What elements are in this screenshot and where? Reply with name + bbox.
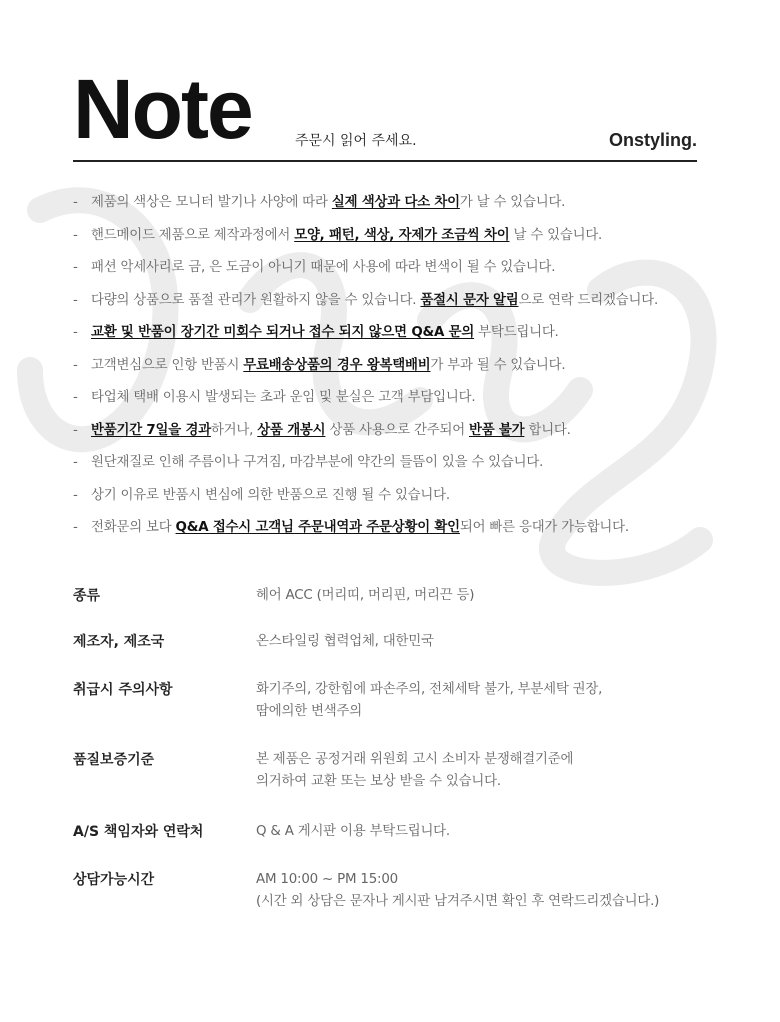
info-value-line: 헤어 ACC (머리띠, 머리핀, 머리끈 등) bbox=[256, 588, 475, 603]
notice-text: 원단재질로 인해 주름이나 구겨짐, 마감부분에 약간의 들뜸이 있을 수 있습니다. bbox=[91, 455, 544, 470]
info-value bbox=[256, 585, 474, 607]
note-subtitle: 주문시 읽어 주세요. bbox=[295, 133, 417, 149]
notice-text: 타업체 택배 이용시 발생되는 초과 운임 및 분실은 고객 부담입니다. bbox=[91, 390, 476, 405]
notice-item bbox=[73, 290, 713, 323]
info-value-line: 화기주의, 강한힘에 파손주의, 전체세탁 불가, 부분세탁 권장, bbox=[256, 682, 603, 697]
info-value bbox=[256, 631, 434, 653]
notice-text: 부탁드립니다. bbox=[474, 325, 559, 340]
notice-text: 합니다. bbox=[524, 422, 571, 438]
notice-text: 핸드메이드 제품으로 제작과정에서 bbox=[91, 227, 295, 243]
info-value-line: Q & A 게시판 이용 부탁드립니다. bbox=[256, 824, 450, 839]
notice-text: 고객변심으로 인항 반품시 bbox=[91, 357, 244, 373]
bullet-dash: - bbox=[73, 195, 78, 210]
notice-item bbox=[73, 355, 713, 388]
info-value-line: 의거하여 교환 또는 보상 받을 수 있습니다. bbox=[256, 774, 501, 789]
bullet-dash: - bbox=[73, 390, 78, 405]
bullet-dash: - bbox=[73, 357, 78, 373]
notice-text: 으로 연락 드리겠습니다. bbox=[518, 292, 659, 308]
notice-item bbox=[73, 485, 713, 518]
info-label: 품질보증기준 bbox=[73, 752, 155, 768]
notice-emphasis: 상품 개봉시 bbox=[257, 422, 326, 438]
notice-item bbox=[73, 257, 713, 290]
info-value bbox=[256, 749, 573, 793]
notice-item bbox=[73, 387, 713, 420]
info-value-line: 땀에의한 변색주의 bbox=[256, 704, 362, 719]
notice-text: 되어 빠른 응대가 가능합니다. bbox=[459, 520, 629, 535]
notice-emphasis: 모양, 패턴, 색상, 자제가 조금씩 차이 bbox=[294, 227, 510, 243]
info-label: 종류 bbox=[73, 588, 101, 604]
notice-item bbox=[73, 420, 713, 453]
info-value bbox=[256, 679, 602, 723]
notice-text: 다량의 상품으로 품절 관리가 원활하지 않을 수 있습니다. bbox=[91, 292, 421, 308]
bullet-dash: - bbox=[73, 260, 78, 275]
info-label: A/S 책임자와 연락처 bbox=[73, 824, 204, 840]
notice-item bbox=[73, 322, 713, 355]
notice-text: 제품의 색상은 모니터 발기나 사양에 따라 bbox=[91, 195, 332, 210]
notice-item bbox=[73, 452, 713, 485]
info-label: 제조자, 제조국 bbox=[73, 634, 165, 650]
info-value-line: 본 제품은 공정거래 위원회 고시 소비자 분쟁해결기준에 bbox=[256, 752, 574, 767]
header-divider bbox=[73, 160, 697, 162]
notice-emphasis: 품절시 문자 알림 bbox=[420, 292, 519, 308]
notice-emphasis: 반품 불가 bbox=[469, 422, 525, 438]
bullet-dash: - bbox=[73, 227, 78, 243]
info-label: 취급시 주의사항 bbox=[73, 682, 173, 698]
info-value-line: AM 10:00 ~ PM 15:00 bbox=[256, 872, 398, 887]
bullet-dash: - bbox=[73, 292, 78, 308]
notice-text: 상기 이유로 반품시 변심에 의한 반품으로 진행 될 수 있습니다. bbox=[91, 487, 450, 503]
bullet-dash: - bbox=[73, 455, 78, 470]
notice-emphasis: Q&A 접수시 고객님 주문내역과 주문상황이 확인 bbox=[175, 520, 460, 535]
bullet-dash: - bbox=[73, 325, 78, 340]
info-value bbox=[256, 821, 450, 843]
notice-text: 날 수 있습니다. bbox=[509, 227, 603, 243]
notice-list bbox=[73, 192, 713, 550]
notice-emphasis: 교환 및 반품이 장기간 미회수 되거나 접수 되지 않으면 Q&A 문의 bbox=[91, 325, 475, 340]
bullet-dash: - bbox=[73, 520, 78, 535]
info-label: 상담가능시간 bbox=[73, 872, 155, 888]
brand-name: Onstyling. bbox=[608, 130, 697, 150]
notice-emphasis: 실제 색상과 다소 차이 bbox=[331, 195, 460, 210]
info-value-line: 온스타일링 협력업체, 대한민국 bbox=[256, 634, 434, 649]
bullet-dash: - bbox=[73, 422, 78, 438]
notice-emphasis: 무료배송상품의 경우 왕복택배비 bbox=[243, 357, 431, 373]
notice-text: 가 부과 될 수 있습니다. bbox=[430, 357, 566, 373]
notice-text: 상품 사용으로 간주되어 bbox=[325, 422, 469, 438]
info-value bbox=[256, 869, 659, 913]
notice-text: 하거나, bbox=[210, 422, 258, 438]
notice-item bbox=[73, 517, 713, 550]
info-value-line: (시간 외 상담은 문자나 게시판 남겨주시면 확인 후 연락드리겠습니다.) bbox=[256, 894, 660, 909]
notice-item bbox=[73, 225, 713, 258]
notice-text: 전화문의 보다 bbox=[91, 520, 176, 535]
note-header bbox=[73, 64, 697, 164]
notice-text: 가 날 수 있습니다. bbox=[459, 195, 566, 210]
bullet-dash: - bbox=[73, 487, 78, 503]
notice-item bbox=[73, 192, 713, 225]
notice-text: 패션 악세사리로 금, 은 도금이 아니기 때문에 사용에 따라 변색이 될 수 있습니다. bbox=[91, 260, 556, 275]
note-title: Note bbox=[73, 62, 252, 156]
notice-emphasis: 반품기간 7일을 경과 bbox=[91, 422, 211, 438]
